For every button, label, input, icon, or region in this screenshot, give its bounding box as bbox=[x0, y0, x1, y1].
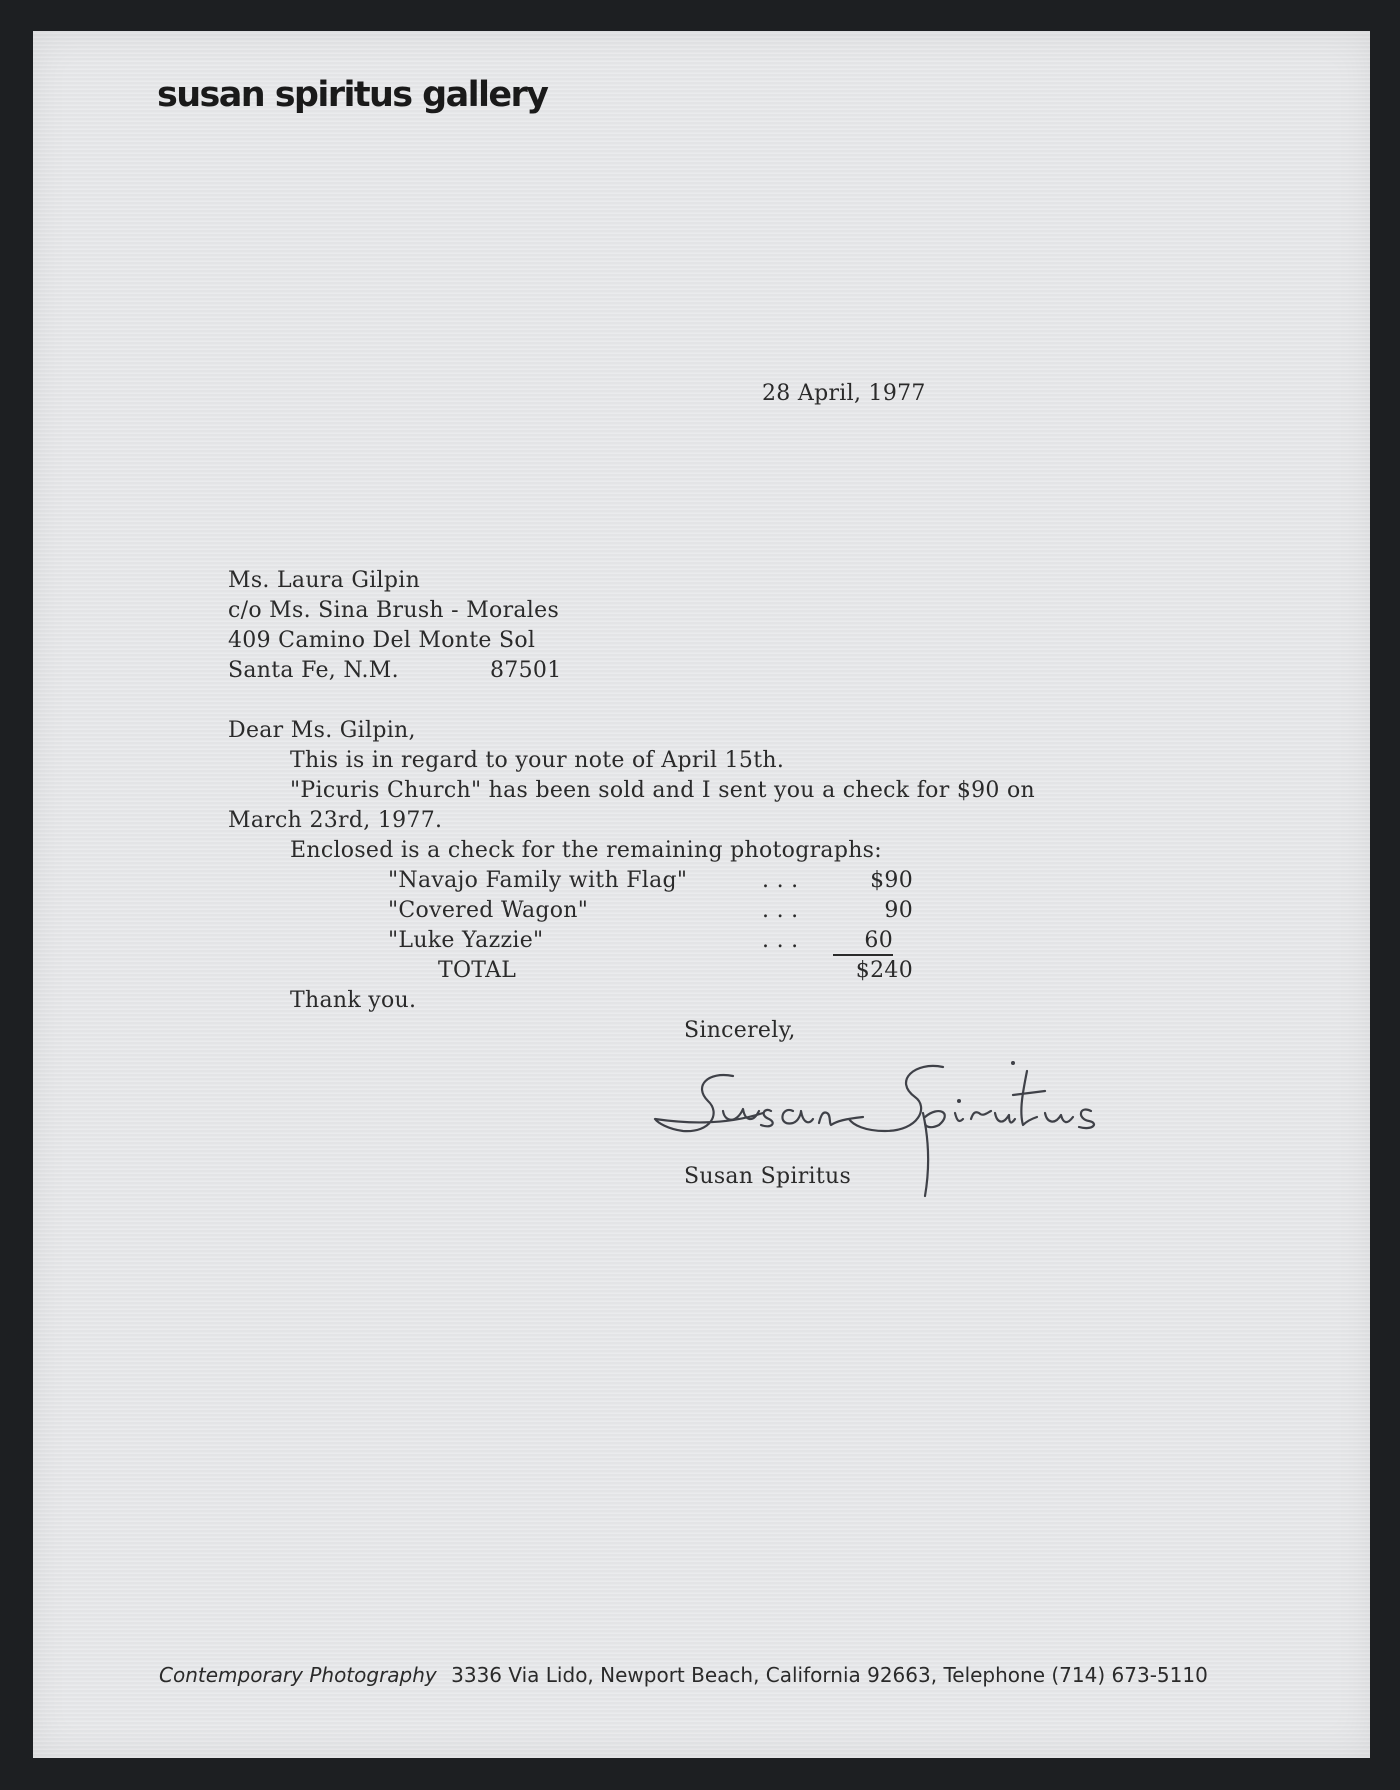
footer-tagline: Contemporary Photography bbox=[159, 1663, 437, 1687]
valediction: Sincerely, bbox=[684, 1018, 796, 1043]
total-label: TOTAL bbox=[438, 958, 517, 983]
salutation: Dear Ms. Gilpin, bbox=[228, 718, 416, 743]
footer-address: 3336 Via Lido, Newport Beach, California 92663, Telephone (714) 673-5110 bbox=[451, 1663, 1208, 1687]
item-dots: . . . bbox=[762, 898, 799, 923]
letter-date: 28 April, 1977 bbox=[762, 381, 926, 406]
recipient-street: 409 Camino Del Monte Sol bbox=[228, 628, 536, 653]
item-dots: . . . bbox=[762, 868, 799, 893]
item-amount: 90 bbox=[884, 898, 913, 923]
signatory-name: Susan Spiritus bbox=[684, 1164, 852, 1189]
paragraph-3: Enclosed is a check for the remaining photographs: bbox=[290, 838, 882, 863]
letterhead-footer bbox=[159, 1663, 1208, 1687]
recipient-name: Ms. Laura Gilpin bbox=[228, 568, 421, 593]
item-title: "Navajo Family with Flag" bbox=[388, 868, 688, 893]
recipient-care-of: c/o Ms. Sina Brush - Morales bbox=[228, 598, 560, 623]
thank-you: Thank you. bbox=[290, 988, 417, 1013]
item-title: "Luke Yazzie" bbox=[388, 928, 544, 953]
item-amount: 60 bbox=[833, 928, 893, 956]
recipient-zip: 87501 bbox=[490, 658, 562, 683]
total-amount: $240 bbox=[855, 958, 913, 983]
paragraph-2-line-2: March 23rd, 1977. bbox=[228, 808, 443, 833]
item-title: "Covered Wagon" bbox=[388, 898, 589, 923]
paragraph-1: This is in regard to your note of April 15th. bbox=[290, 748, 785, 773]
paragraph-2-line-1: "Picuris Church" has been sold and I sent you a check for $90 on bbox=[290, 778, 1036, 803]
letterhead-logo: susan spiritus gallery bbox=[157, 75, 548, 115]
item-amount: $90 bbox=[870, 868, 913, 893]
letter-page bbox=[33, 31, 1370, 1758]
item-dots: . . . bbox=[762, 928, 799, 953]
recipient-city: Santa Fe, N.M. bbox=[228, 658, 399, 683]
